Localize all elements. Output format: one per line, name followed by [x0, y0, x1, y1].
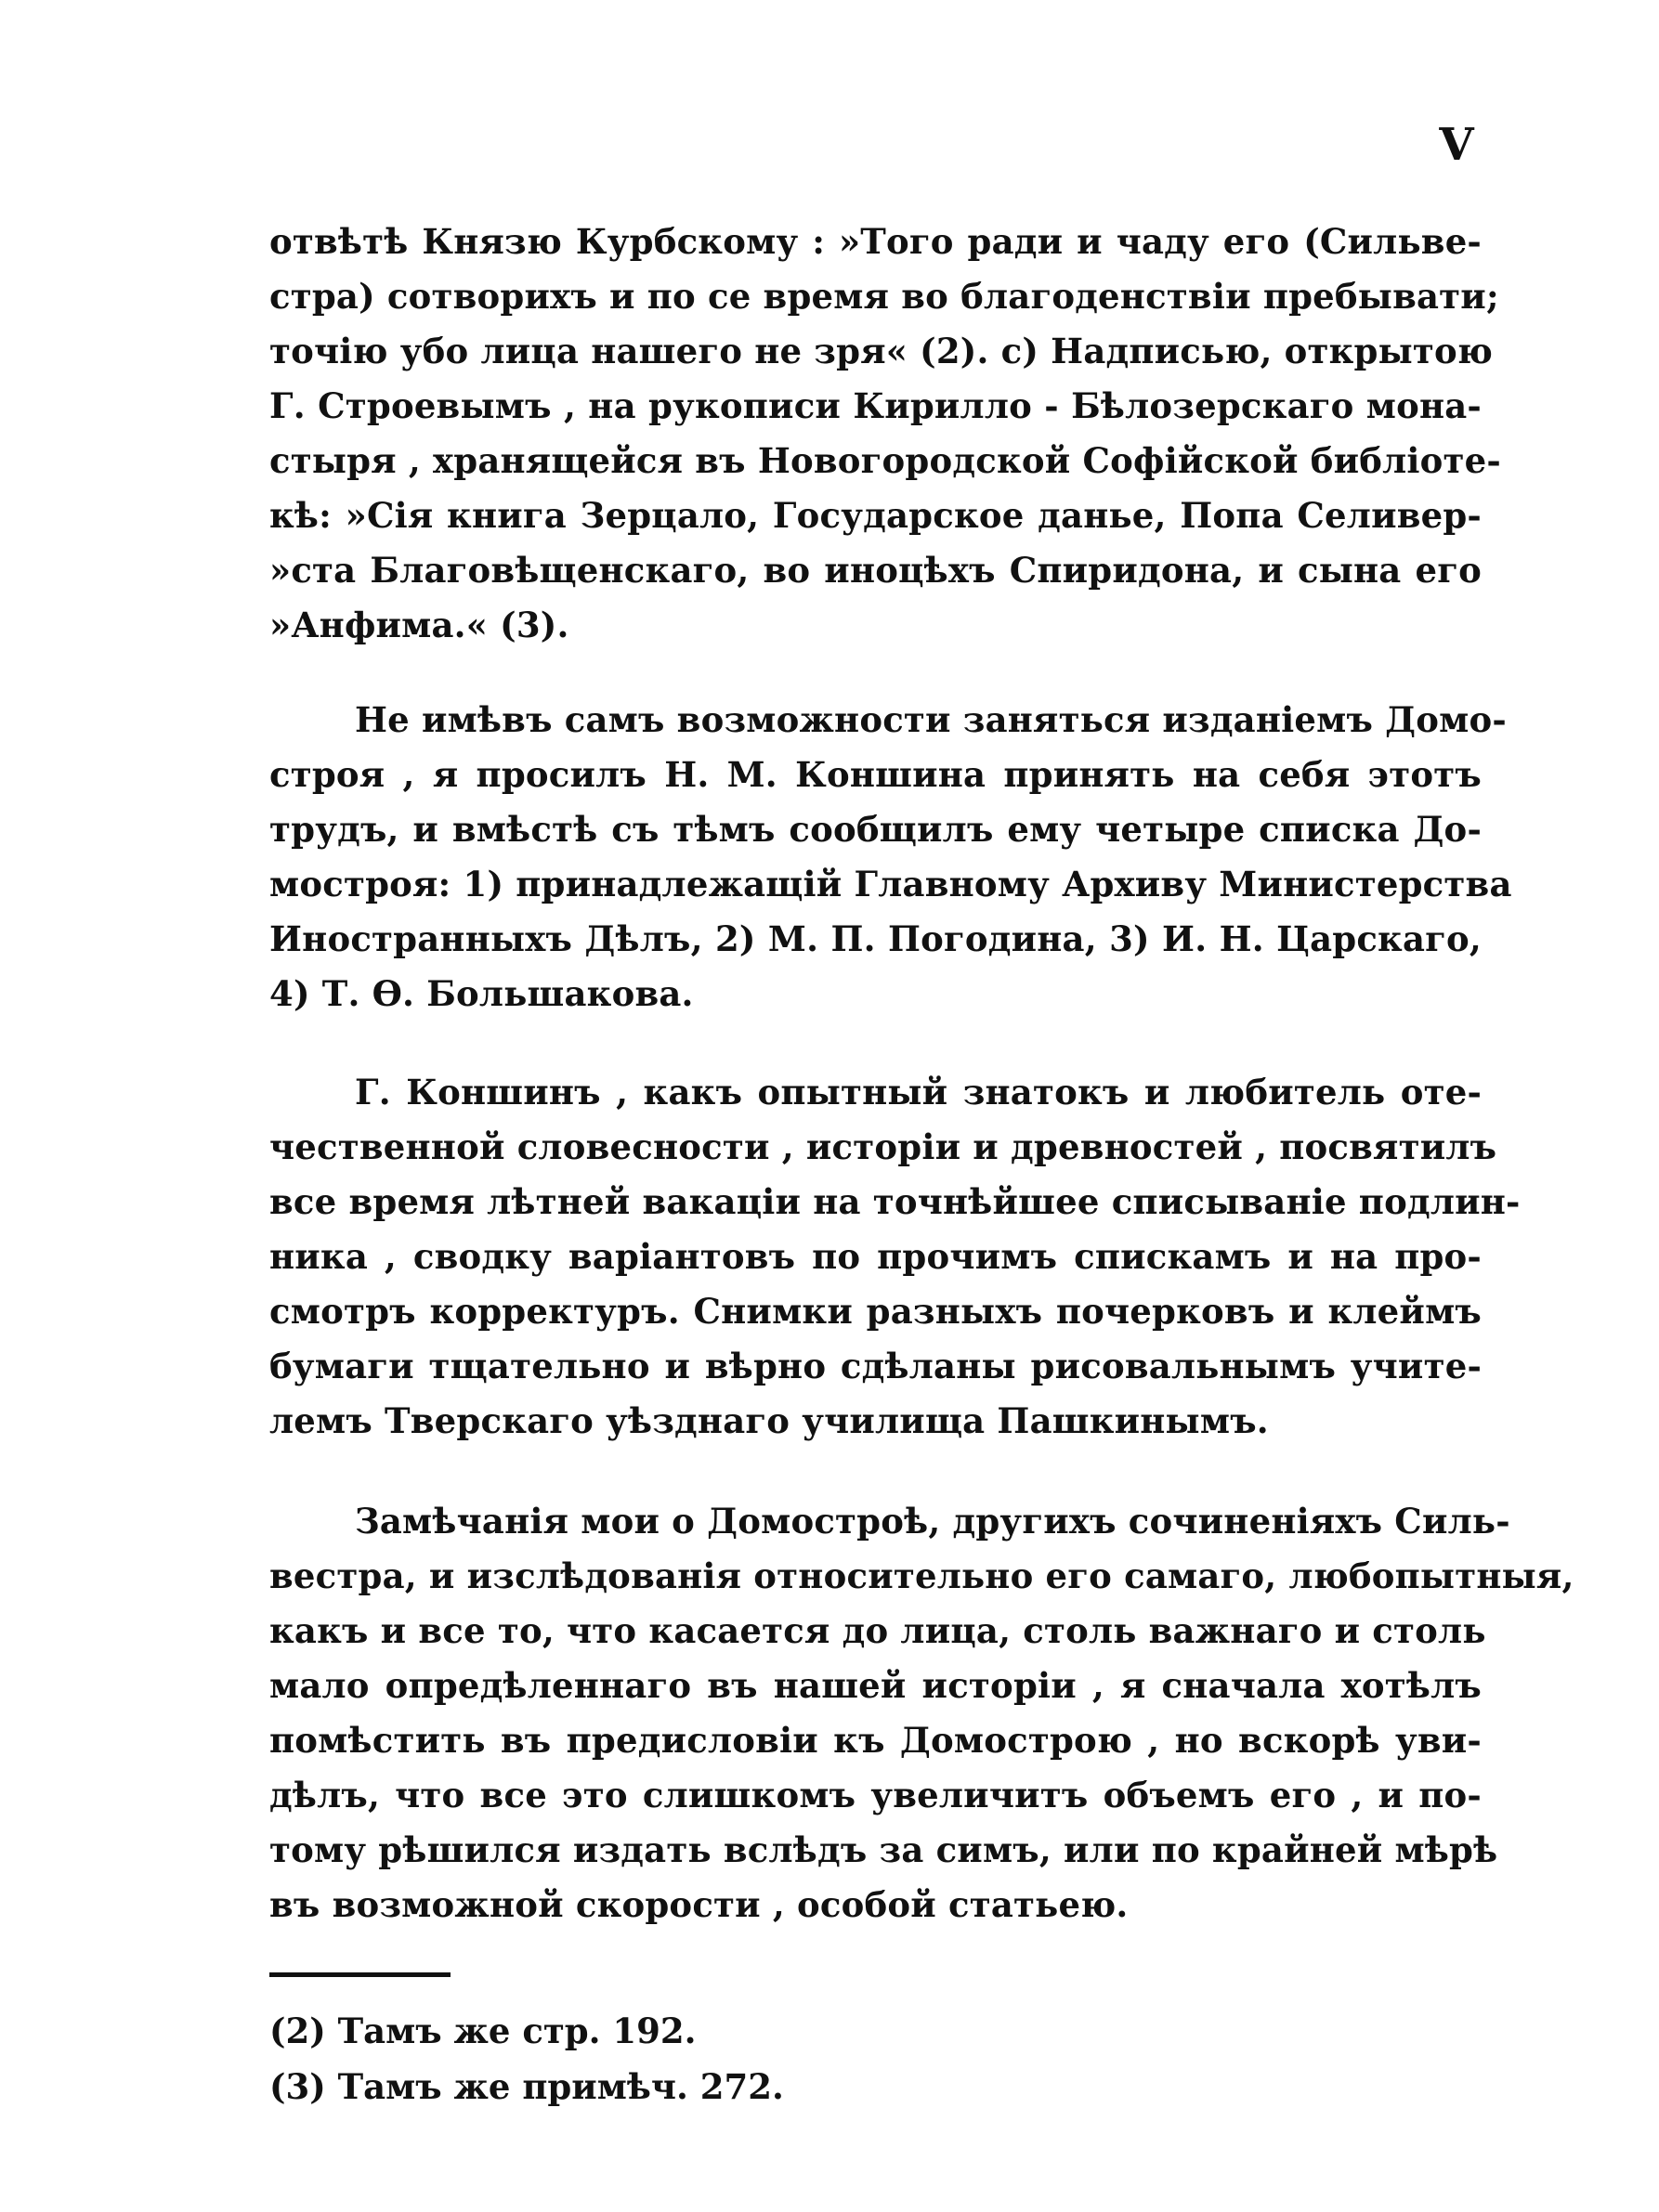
text-line: ника , сводку варіантовъ по прочимъ спискамъ и на про-: [269, 1236, 1482, 1277]
paragraph-3: [269, 1065, 1521, 1449]
text-line: Не имѣвъ самъ возможности заняться изданіемъ Домо-: [355, 699, 1507, 740]
text-line: отвѣтѣ Князю Курбскому : »Того ради и чаду его (Сильве-: [269, 221, 1482, 262]
text-line: чественной словесности , исторіи и древностей , посвятилъ: [269, 1126, 1497, 1167]
text-line: въ возможной скорости , особой статьею.: [269, 1884, 1129, 1925]
text-line: Иностранныхъ Дѣлъ, 2) М. П. Погодина, 3) И. Н. Царскаго,: [269, 918, 1482, 959]
paragraph-1: [269, 215, 1501, 653]
text-line: строя , я просилъ Н. М. Коншина принять на себя этотъ: [269, 754, 1482, 795]
text-line: кѣ: »Сія книга Зерцало, Государское данье, Попа Селивер-: [269, 495, 1482, 536]
text-line: трудъ, и вмѣстѣ съ тѣмъ сообщилъ ему четыре списка До-: [269, 809, 1482, 850]
text-line: Г. Коншинъ , какъ опытный знатокъ и любитель оте-: [355, 1072, 1482, 1113]
text-line: все время лѣтней вакаціи на точнѣйшее списываніе подлин-: [269, 1181, 1521, 1222]
text-line: бумаги тщательно и вѣрно сдѣланы рисовальнымъ учите-: [269, 1346, 1482, 1386]
text-line: Г. Строевымъ , на рукописи Кирилло - Бѣлозерскаго мона-: [269, 385, 1482, 426]
text-line: мостроя: 1) принадлежащій Главному Архиву Министерства: [269, 864, 1512, 904]
footnote-3: (3) Тамъ же примѣч. 272.: [269, 2066, 784, 2107]
footnote-divider: [269, 1972, 451, 1977]
text-line: точію убо лица нашего не зря« (2). с) Надписью, открытою: [269, 331, 1494, 371]
text-line: дѣлъ, что все это слишкомъ увеличитъ объемъ его , и по-: [269, 1775, 1482, 1815]
text-line: »ста Благовѣщенскаго, во иноцѣхъ Спиридона, и сына его: [269, 550, 1482, 591]
text-line: Замѣчанія мои о Домостроѣ, другихъ сочиненіяхъ Силь-: [355, 1501, 1510, 1542]
text-line: 4) Т. Ѳ. Большакова.: [269, 973, 694, 1014]
text-line: стыря , хранящейся въ Новогородской Софійской библіоте-: [269, 440, 1501, 481]
text-line: какъ и все то, что касается до лица, столь важнаго и столь: [269, 1610, 1486, 1651]
text-line: стра) сотворихъ и по се время во благоденствіи пребывати;: [269, 276, 1499, 317]
page-number: V: [1439, 119, 1474, 171]
text-line: вестра, и изслѣдованія относительно его самаго, любопытныя,: [269, 1555, 1574, 1596]
paragraph-4: [269, 1494, 1574, 1932]
paragraph-2: [269, 693, 1512, 1021]
footnotes: [269, 2003, 1105, 2114]
footnote-2: (2) Тамъ же стр. 192.: [269, 2010, 697, 2051]
text-line: помѣстить въ предисловіи къ Домострою , но вскорѣ уви-: [269, 1720, 1482, 1761]
text-line: тому рѣшился издать вслѣдъ за симъ, или по крайней мѣрѣ: [269, 1829, 1498, 1870]
text-line: мало опредѣленнаго въ нашей исторіи , я сначала хотѣлъ: [269, 1665, 1482, 1706]
text-line: смотръ корректуръ. Снимки разныхъ почерковъ и клеймъ: [269, 1291, 1482, 1332]
text-line: »Анфима.« (3).: [269, 605, 569, 645]
text-line: лемъ Тверскаго уѣзднаго училища Пашкинымъ.: [269, 1400, 1269, 1441]
